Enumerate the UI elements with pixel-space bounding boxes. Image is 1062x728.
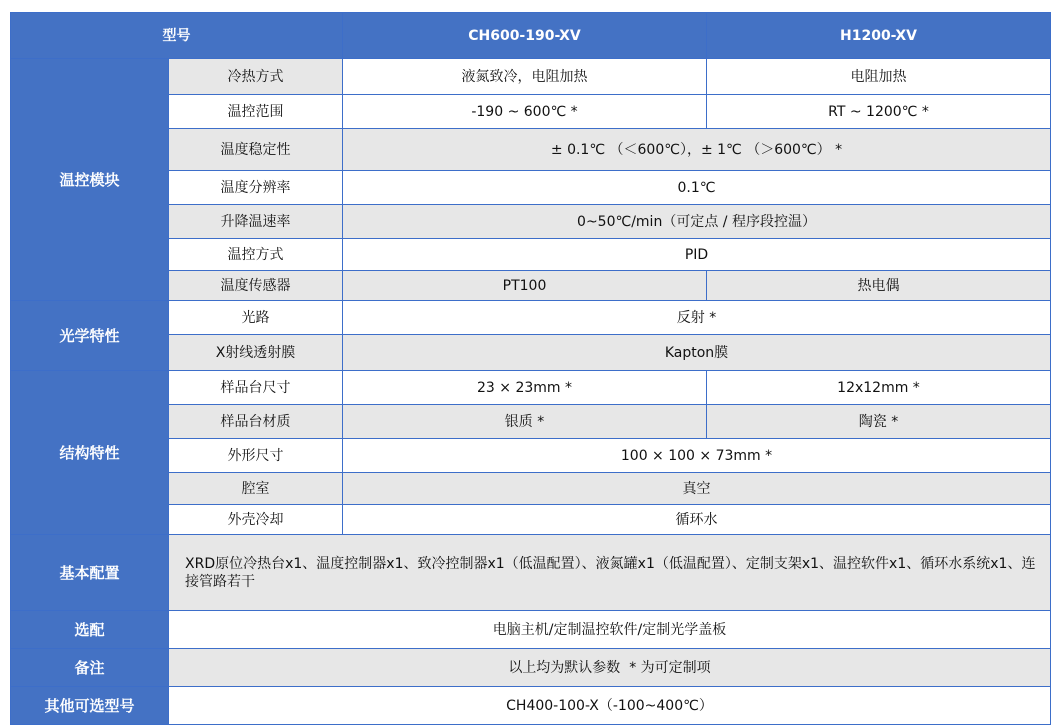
param-name: X射线透射膜 <box>169 335 343 371</box>
param-value: 真空 <box>343 473 1051 505</box>
param-value: PID <box>343 239 1051 271</box>
param-name: 样品台材质 <box>169 405 343 439</box>
other-models-value: CH400-100-X（-100~400℃） <box>169 687 1051 725</box>
options-value: 电脑主机/定制温控软件/定制光学盖板 <box>169 611 1051 649</box>
header-row <box>11 13 1051 59</box>
param-value: ± 0.1℃ （＜600℃），± 1℃ （＞600℃） * <box>343 129 1051 171</box>
param-value-b: 陶瓷 * <box>707 405 1051 439</box>
category-structure: 结构特性 <box>11 371 169 535</box>
param-value-b: 热电偶 <box>707 271 1051 301</box>
model-header: 型号 <box>11 13 343 59</box>
param-value-a: 23 × 23mm * <box>343 371 707 405</box>
model-b-header: H1200-XV <box>707 13 1051 59</box>
param-name: 外形尺寸 <box>169 439 343 473</box>
param-value: 循环水 <box>343 505 1051 535</box>
param-name: 腔室 <box>169 473 343 505</box>
param-name: 冷热方式 <box>169 59 343 95</box>
notes-value: 以上均为默认参数 * 为可定制项 <box>169 649 1051 687</box>
param-name: 外壳冷却 <box>169 505 343 535</box>
table-row <box>11 687 1051 725</box>
param-value: Kapton膜 <box>343 335 1051 371</box>
category-basic-config: 基本配置 <box>11 535 169 611</box>
param-name: 温控方式 <box>169 239 343 271</box>
param-value: 反射 * <box>343 301 1051 335</box>
param-value-b: 电阻加热 <box>707 59 1051 95</box>
table-row <box>11 611 1051 649</box>
category-options: 选配 <box>11 611 169 649</box>
param-value-a: PT100 <box>343 271 707 301</box>
spec-table <box>10 12 1051 725</box>
param-name: 温控范围 <box>169 95 343 129</box>
param-value-a: 银质 * <box>343 405 707 439</box>
table-row <box>11 371 1051 405</box>
param-name: 升降温速率 <box>169 205 343 239</box>
param-name: 样品台尺寸 <box>169 371 343 405</box>
param-name: 温度传感器 <box>169 271 343 301</box>
basic-config-value: XRD原位冷热台x1、温度控制器x1、致冷控制器x1（低温配置）、液氮罐x1（低温配置）、定制支架x1、温控软件x1、循环水系统x1、连接管路若干 <box>169 535 1051 611</box>
category-optical: 光学特性 <box>11 301 169 371</box>
param-value: 0.1℃ <box>343 171 1051 205</box>
table-row <box>11 535 1051 611</box>
param-value-a: 液氮致冷，电阻加热 <box>343 59 707 95</box>
param-name: 温度稳定性 <box>169 129 343 171</box>
category-temp-module: 温控模块 <box>11 59 169 301</box>
param-value: 100 × 100 × 73mm * <box>343 439 1051 473</box>
param-value-a: -190 ~ 600℃ * <box>343 95 707 129</box>
spec-table-container <box>10 12 1051 725</box>
param-name: 光路 <box>169 301 343 335</box>
category-other-models: 其他可选型号 <box>11 687 169 725</box>
param-value-b: 12x12mm * <box>707 371 1051 405</box>
table-row <box>11 301 1051 335</box>
param-value: 0~50℃/min（可定点 / 程序段控温） <box>343 205 1051 239</box>
table-row <box>11 59 1051 95</box>
param-name: 温度分辨率 <box>169 171 343 205</box>
category-notes: 备注 <box>11 649 169 687</box>
table-row <box>11 649 1051 687</box>
model-a-header: CH600-190-XV <box>343 13 707 59</box>
param-value-b: RT ~ 1200℃ * <box>707 95 1051 129</box>
